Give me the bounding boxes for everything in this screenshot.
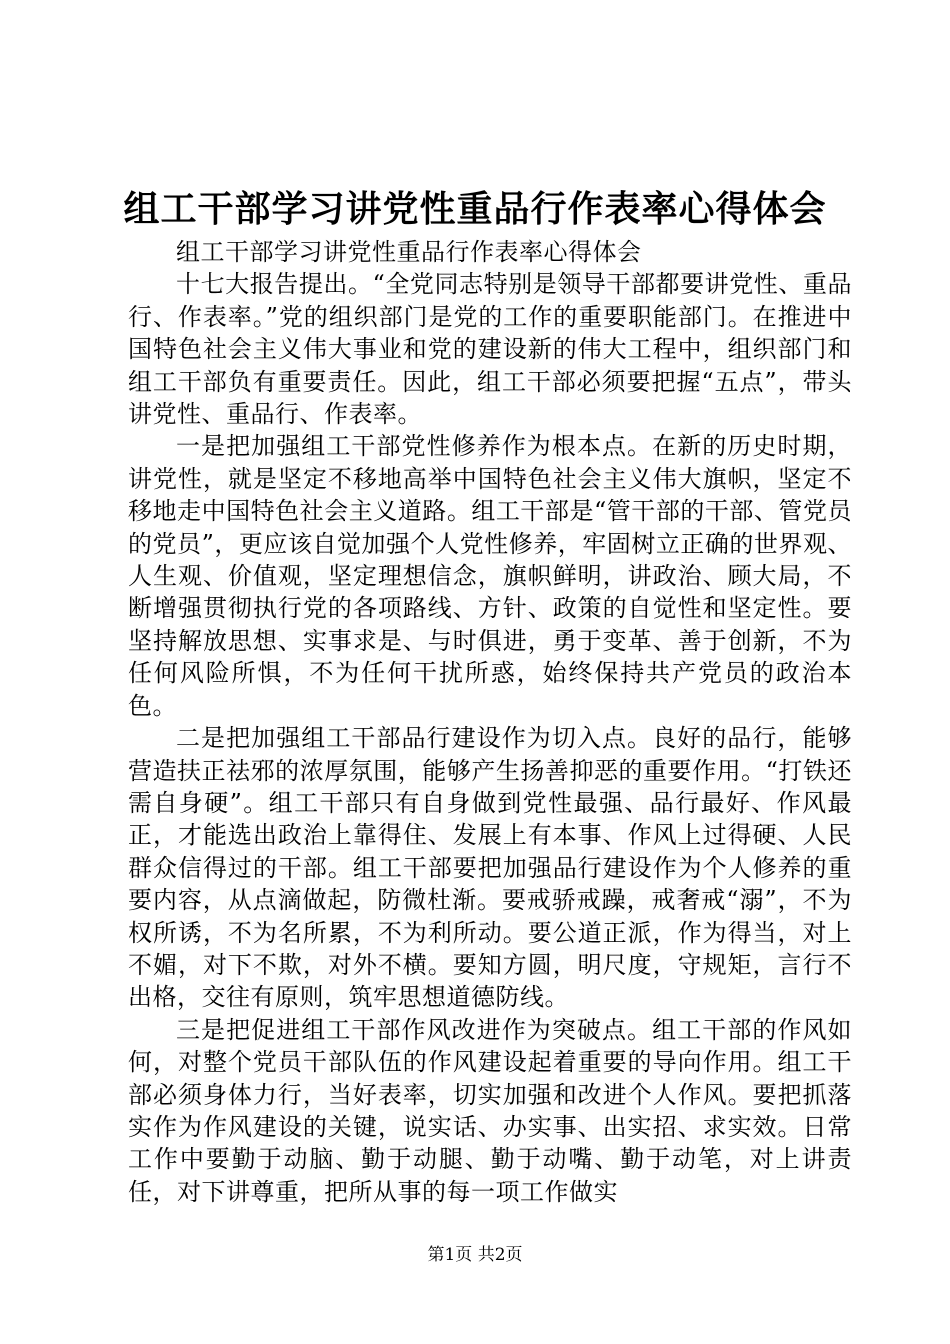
document-title: 组工干部学习讲党性重品行作表率心得体会 xyxy=(123,188,827,230)
paragraph-subtitle: 组工干部学习讲党性重品行作表率心得体会 xyxy=(176,238,642,266)
page-footer xyxy=(0,1243,950,1267)
page-number: 第1页 xyxy=(427,1245,473,1265)
document-body xyxy=(128,236,852,1208)
paragraph-point-one: 一是把加强组工干部党性修养作为根本点。在新的历史时期，讲党性，就是坚定不移地高举中国特色社会主义伟大旗帜，坚定不移地走中国特色社会主义道路。组工干部是“管干部的干部、管党员的党员”，更应该自觉加强个人党性修养，牢固树立正确的世界观、人生观、价值观，坚定理想信念，旗帜鲜明，讲政治、顾大局，不断增强贯彻执行党的各项路线、方针、政策的自觉性和坚定性。要坚持解放思想、实事求是、与时俱进，勇于变革、善于创新，不为任何风险所惧，不为任何干扰所惑，始终保持共产党员的政治本色。 xyxy=(128,432,852,720)
paragraph-intro: 十七大报告提出。“全党同志特别是领导干部都要讲党性、重品行、作表率。”党的组织部门是党的工作的重要职能部门。在推进中国特色社会主义伟大事业和党的建设新的伟大工程中，组织部门和组工干部负有重要责任。因此，组工干部必须要把握“五点”，带头讲党性、重品行、作表率。 xyxy=(128,270,852,429)
paragraph-point-two: 二是把加强组工干部品行建设作为切入点。良好的品行，能够营造扶正祛邪的浓厚氛围，能够产生扬善抑恶的重要作用。“打铁还需自身硬”。组工干部只有自身做到党性最强、品行最好、作风最正，才能选出政治上靠得住、发展上有本事、作风上过得硬、人民群众信得过的干部。组工干部要把加强品行建设作为个人修养的重要内容，从点滴做起，防微杜渐。要戒骄戒躁，戒奢戒“溺”，不为权所诱，不为名所累，不为利所动。要公道正派，作为得当，对上不媚，对下不欺，对外不横。要知方圆，明尺度，守规矩，言行不出格，交往有原则，筑牢思想道德防线。 xyxy=(128,724,852,1012)
page-total: 共2页 xyxy=(477,1245,523,1265)
paragraph-point-three: 三是把促进组工干部作风改进作为突破点。组工干部的作风如何，对整个党员干部队伍的作风建设起着重要的导向作用。组工干部必须身体力行，当好表率，切实加强和改进个人作风。要把抓落实作为作风建设的关键，说实话、办实事、出实招、求实效。日常工作中要勤于动脑、勤于动腿、勤于动嘴、勤于动笔，对上讲责任，对下讲尊重，把所从事的每一项工作做实 xyxy=(128,1015,852,1206)
